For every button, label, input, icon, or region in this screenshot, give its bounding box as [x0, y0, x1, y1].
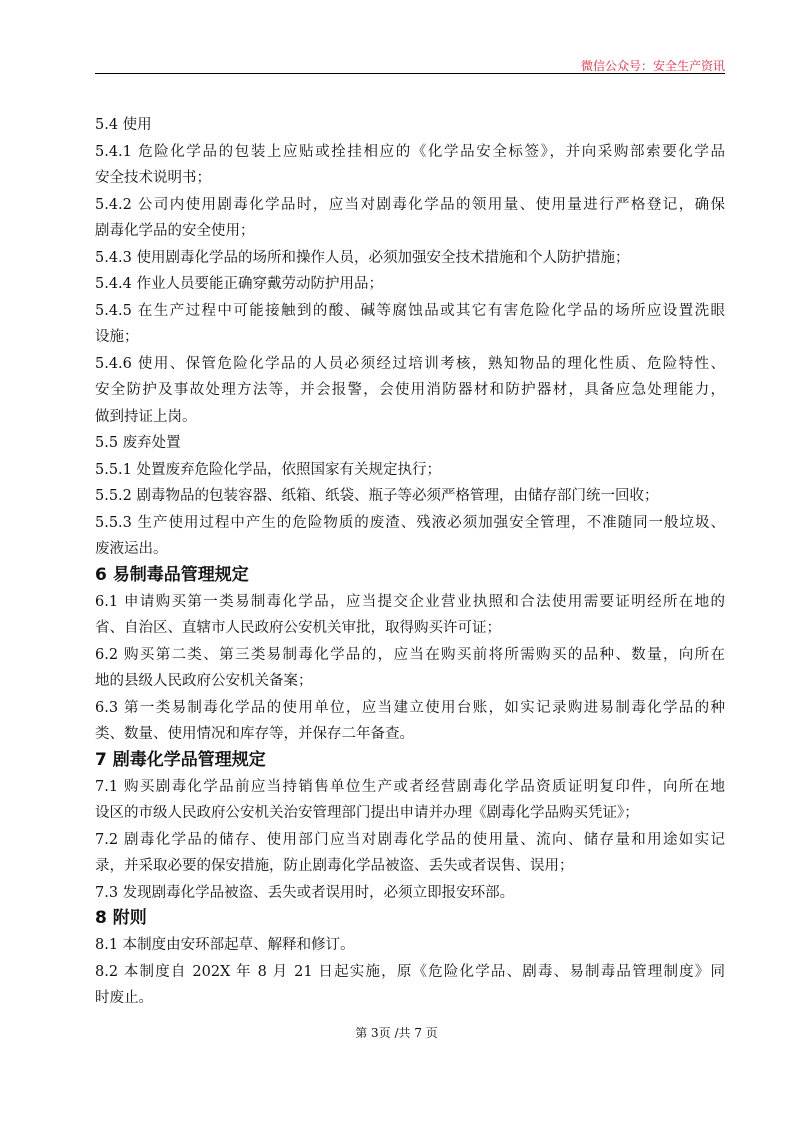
- paragraph-line: 7.2 剧毒化学品的储存、使用部门应当对剧毒化学品的使用量、流向、储存量和用途如实记: [95, 831, 725, 848]
- paragraph-line: 安全技术说明书；: [95, 170, 211, 186]
- paragraph-line: 剧毒化学品的安全使用；: [95, 223, 255, 239]
- header-source-label: 微信公众号：安全生产资讯: [580, 59, 725, 73]
- paragraph-line: 地的县级人民政府公安机关备案；: [95, 673, 313, 689]
- paragraph-line: 设区的市级人民政府公安机关治安管理部门提出申请并办理《剧毒化学品购买凭证》；: [95, 805, 639, 821]
- paragraph-line: 5.4.6 使用、保管危险化学品的人员必须经过培训考核，熟知物品的理化性质、危险特性、: [95, 355, 725, 372]
- paragraph-line: 5.5.1 处置废弃危险化学品，依照国家有关规定执行；: [95, 461, 442, 478]
- paragraph: [95, 139, 725, 192]
- paragraph: [95, 932, 725, 959]
- paragraph: [95, 112, 725, 139]
- paragraph: [95, 880, 725, 907]
- paragraph-line: 安全防护及事故处理方法等，并会报警，会使用消防器材和防护器材，具备应急处理能力，: [95, 382, 725, 398]
- paragraph-line: 5.5.2 剧毒物品的包装容器、纸箱、纸袋、瓶子等必须严格管理，由储存部门统一回收；: [95, 488, 659, 504]
- paragraph: [95, 774, 725, 827]
- section-heading: [95, 562, 725, 589]
- paragraph-line: 6.1 申请购买第一类易制毒化学品，应当提交企业营业执照和合法使用需要证明经所在地的: [95, 593, 725, 610]
- paragraph-line: 5.4.3 使用剧毒化学品的场所和操作人员，必须加强安全技术措施和个人防护措施；: [95, 249, 630, 266]
- heading-text: 7 剧毒化学品管理规定: [95, 749, 266, 770]
- page-number: 第 3页 /共 7 页: [355, 1026, 438, 1040]
- paragraph: [95, 695, 725, 748]
- paragraph-line: 废液运出。: [95, 541, 168, 557]
- paragraph-line: 8.1 本制度由安环部起草、解释和修订。: [95, 937, 355, 953]
- paragraph-line: 5.4 使用: [95, 117, 152, 133]
- paragraph: [95, 192, 725, 245]
- paragraph: [95, 510, 725, 563]
- paragraph: [95, 245, 725, 272]
- paragraph: [95, 351, 725, 431]
- paragraph: [95, 959, 725, 1012]
- paragraph: [95, 430, 725, 457]
- paragraph-line: 5.5 废弃处置: [95, 435, 181, 451]
- paragraph: [95, 827, 725, 880]
- section-heading: [95, 905, 725, 932]
- paragraph-line: 6.3 第一类易制毒化学品的使用单位，应当建立使用台账，如实记录购进易制毒化学品的种: [95, 699, 725, 716]
- paragraph: [95, 642, 725, 695]
- paragraph: [95, 271, 725, 298]
- paragraph-line: 5.4.4 作业人员要能正确穿戴劳动防护用品；: [95, 276, 384, 292]
- paragraph-line: 5.4.1 危险化学品的包装上应贴或拴挂相应的《化学品安全标签》，并向采购部索要化学品: [95, 143, 725, 160]
- paragraph-line: 5.5.3 生产使用过程中产生的危险物质的废渣、残液必须加强安全管理，不准随同一般垃圾、: [95, 514, 725, 531]
- paragraph-line: 时废止。: [95, 990, 153, 1006]
- paragraph-line: 类、数量、使用情况和库存等，并保存二年备查。: [95, 726, 414, 742]
- paragraph-line: 5.4.5 在生产过程中可能接触到的酸、碱等腐蚀品或其它有害危险化学品的场所应设置洗眼: [95, 302, 725, 319]
- paragraph: [95, 483, 725, 510]
- paragraph: [95, 457, 725, 484]
- section-heading: [95, 747, 725, 774]
- document-body: [95, 112, 725, 1012]
- paragraph: [95, 298, 725, 351]
- paragraph: [95, 589, 725, 642]
- paragraph-line: 6.2 购买第二类、第三类易制毒化学品的，应当在购买前将所需购买的品种、数量，向所在: [95, 646, 725, 663]
- header-rule: [95, 73, 725, 74]
- paragraph-line: 省、自治区、直辖市人民政府公安机关审批，取得购买许可证；: [95, 620, 501, 636]
- paragraph-line: 录，并采取必要的保安措施，防止剧毒化学品被盗、丢失或者误售、误用；: [95, 858, 574, 874]
- heading-text: 8 附则: [95, 908, 147, 928]
- paragraph-line: 做到持证上岗。: [95, 408, 197, 425]
- paragraph-line: 8.2 本制度自 202X 年 8 月 21 日起实施，原《危险化学品、剧毒、易制毒品管理制度》同: [95, 963, 725, 980]
- paragraph-line: 设施；: [95, 329, 139, 345]
- paragraph-line: 7.3 发现剧毒化学品被盗、丢失或者误用时，必须立即报安环部。: [95, 884, 515, 901]
- paragraph-line: 5.4.2 公司内使用剧毒化学品时，应当对剧毒化学品的领用量、使用量进行严格登记，确保: [95, 196, 725, 213]
- paragraph-line: 7.1 购买剧毒化学品前应当持销售单位生产或者经营剧毒化学品资质证明复印件，向所在地: [95, 778, 725, 795]
- heading-text: 6 易制毒品管理规定: [95, 564, 249, 585]
